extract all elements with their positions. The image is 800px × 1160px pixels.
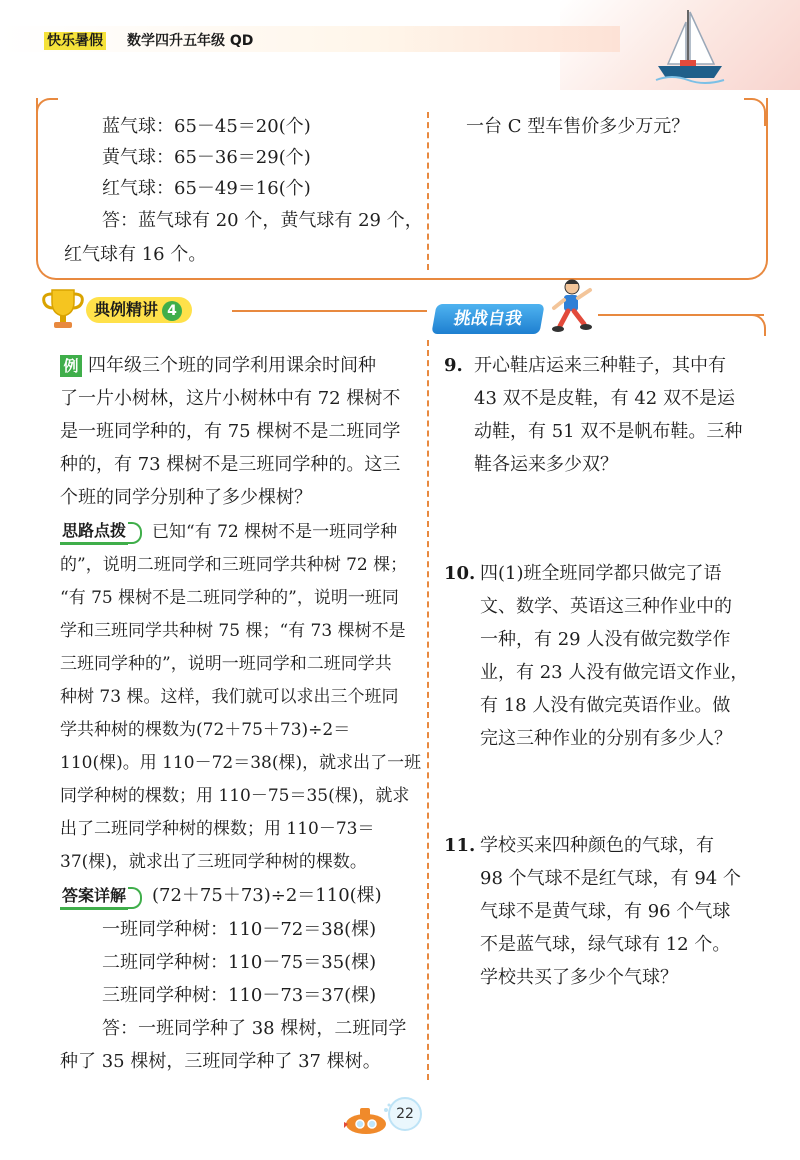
top-right-line: 一台 C 型车售价多少万元？ <box>466 116 690 137</box>
trophy-icon <box>40 286 86 332</box>
analysis-line: 37(棵)，就求出了三班同学种树的棵数。 <box>60 852 367 872</box>
example-line: 四年级三个班的同学利用课余时间种 <box>88 355 376 376</box>
answer-line: 种了 35 棵树，三班同学种了 37 棵树。 <box>60 1051 381 1072</box>
problem-line: 动鞋，有 51 双不是帆布鞋。三种 <box>474 421 743 442</box>
runner-figure-icon <box>546 278 596 336</box>
answer-line: 答：一班同学种了 38 棵树，二班同学 <box>102 1018 407 1039</box>
top-left-line: 答：蓝气球有 20 个，黄气球有 29 个， <box>102 210 423 231</box>
problem-line: 98 个气球不是红气球，有 94 个 <box>480 868 741 889</box>
column-divider-top <box>427 112 429 270</box>
analysis-line: “有 75 棵树不是二班同学种的”，说明一班同 <box>60 588 399 608</box>
analysis-line: 种树 73 棵。这样，我们就可以求出三个班同 <box>60 687 399 707</box>
problem-line: 不是蓝气球，绿气球有 12 个。 <box>480 934 731 955</box>
analysis-label: 思路点拨 <box>60 520 128 545</box>
analysis-line: 出了二班同学种树的棵数；用 110－73＝ <box>60 819 375 839</box>
problem-line: 学校共买了多少个气球？ <box>480 967 678 988</box>
submarine-icon <box>342 1102 392 1138</box>
answer-line: (72＋75＋73)÷2＝110(棵) <box>152 885 382 906</box>
column-divider-main <box>427 340 429 1080</box>
sailboat-icon <box>654 8 726 84</box>
problem-number: 11. <box>444 835 476 856</box>
answer-line: 一班同学种树：110－72＝38(棵) <box>102 919 377 940</box>
problem-line: 完这三种作业的分别有多少人？ <box>480 728 732 749</box>
top-left-line: 红气球：65－49＝16(个) <box>102 178 311 199</box>
top-left-line: 黄气球：65－36＝29(个) <box>102 147 311 168</box>
analysis-line: 学和三班同学共种树 75 棵；“有 73 棵树不是 <box>60 621 406 641</box>
page-number: 22 <box>388 1097 422 1131</box>
example-line: 了一片小树林，这片小树林中有 72 棵树不 <box>60 388 401 409</box>
analysis-line: 的”，说明二班同学和三班同学共种树 72 棵； <box>60 555 408 575</box>
problem-line: 开心鞋店运来三种鞋子，其中有 <box>474 355 726 376</box>
book-brand: 快乐暑假 <box>44 30 106 50</box>
answer-label: 答案详解 <box>60 885 128 910</box>
analysis-line: 三班同学种的”，说明一班同学和二班同学共 <box>60 654 392 674</box>
challenge-badge: 挑战自我 <box>431 304 544 334</box>
example-line: 是一班同学种的，有 75 棵树不是二班同学 <box>60 421 401 442</box>
answer-line: 二班同学种树：110－75＝35(棵) <box>102 952 377 973</box>
problem-line: 一种，有 29 人没有做完数学作 <box>480 629 731 650</box>
problem-line: 学校买来四种颜色的气球，有 <box>480 835 714 856</box>
analysis-line: 已知“有 72 棵树不是一班同学种 <box>152 522 398 542</box>
problem-line: 四(1)班全班同学都只做完了语 <box>480 563 722 584</box>
analysis-line: 110(棵)。用 110－72＝38(棵)，就求出了一班 <box>60 753 422 773</box>
example-line: 个班的同学分别种了多少棵树？ <box>60 487 312 508</box>
book-subtitle: 数学四升五年级 QD <box>127 33 254 49</box>
section-title: 典例精讲 4 <box>86 297 192 323</box>
challenge-rule <box>598 314 764 316</box>
problem-line: 气球不是黄气球，有 96 个气球 <box>480 901 731 922</box>
problem-number: 9. <box>444 355 463 376</box>
analysis-line: 同学种树的棵数；用 110－75＝35(棵)，就求 <box>60 786 410 806</box>
answer-line: 三班同学种树：110－73＝37(棵) <box>102 985 377 1006</box>
section-rule <box>232 310 427 312</box>
problem-line: 业，有 23 人没有做完语文作业， <box>480 662 749 683</box>
problem-line: 文、数学、英语这三种作业中的 <box>480 596 732 617</box>
problem-line: 有 18 人没有做完英语作业。做 <box>480 695 731 716</box>
example-badge: 例 <box>60 355 82 377</box>
problem-line: 鞋各运来多少双？ <box>474 454 618 475</box>
example-line: 种的，有 73 棵树不是三班同学种的。这三 <box>60 454 401 475</box>
problem-number: 10. <box>444 563 476 584</box>
top-left-line: 红气球有 16 个。 <box>64 244 207 265</box>
problem-line: 43 双不是皮鞋，有 42 双不是运 <box>474 388 735 409</box>
top-left-line: 蓝气球：65－45＝20(个) <box>102 116 311 137</box>
section-number: 4 <box>162 301 182 321</box>
analysis-line: 学共种树的棵数为(72＋75＋73)÷2＝ <box>60 720 351 740</box>
